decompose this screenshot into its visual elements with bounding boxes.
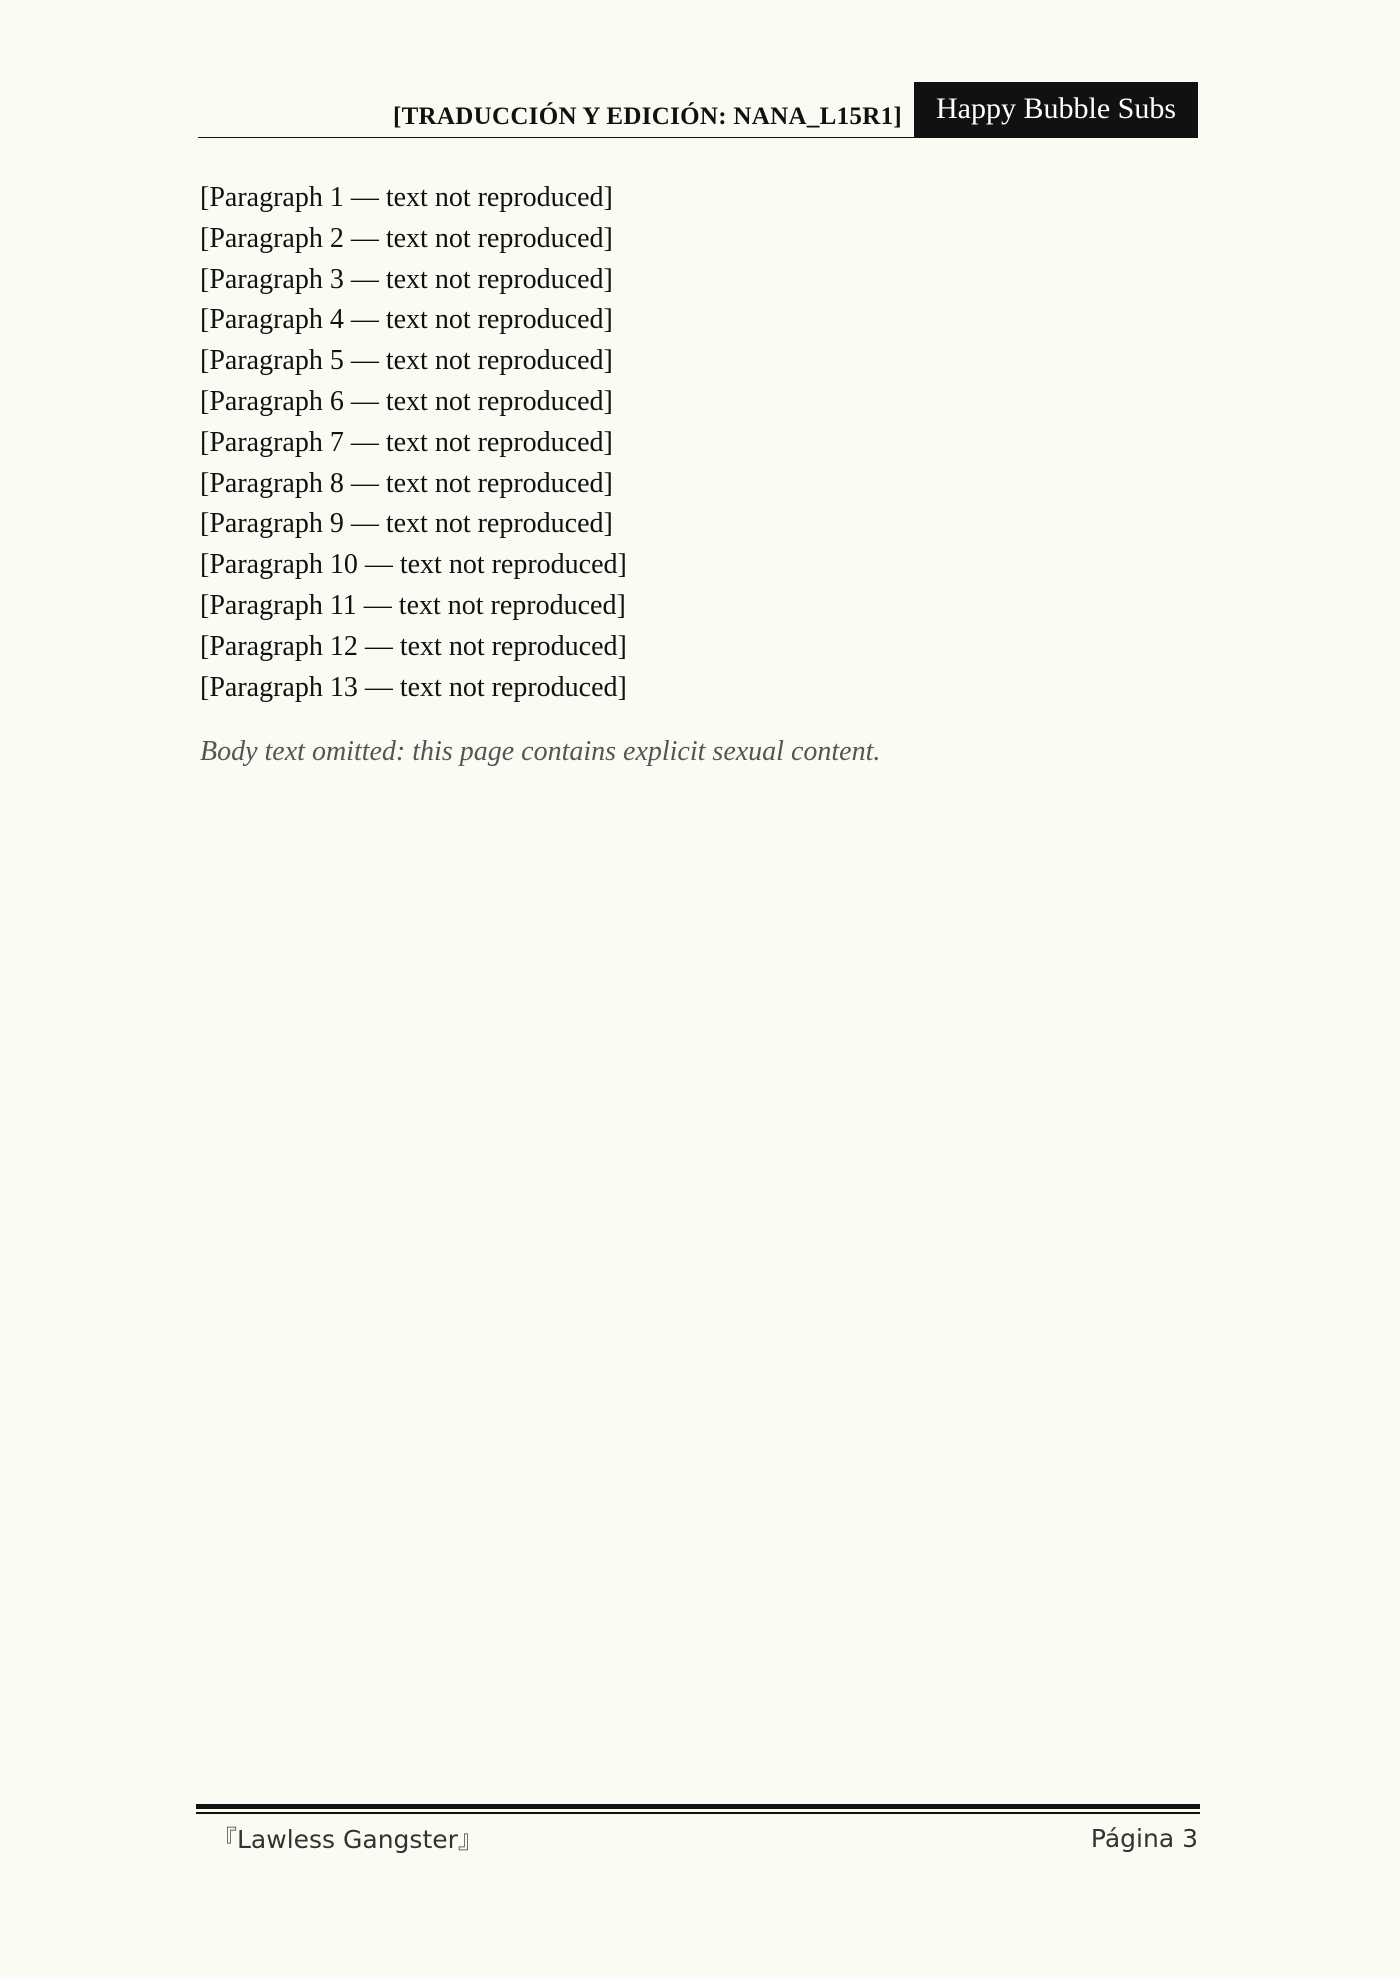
paragraph: [Paragraph 10 — text not reproduced] [200,549,627,581]
translation-credit: [TRADUCCIÓN Y EDICIÓN: NANA_L15R1] [392,103,902,130]
page-number: Página 3 [1090,1823,1198,1853]
omission-note: Body text omitted: this page contains explicit sexual content. [200,736,881,768]
paragraph: [Paragraph 6 — text not reproduced] [200,385,613,417]
paragraph: [Paragraph 1 — text not reproduced] [200,182,613,213]
paragraph: [Paragraph 13 — text not reproduced] [200,671,627,703]
page-header [198,82,1198,138]
paragraph: [Paragraph 8 — text not reproduced] [200,467,613,499]
group-badge: Happy Bubble Subs [914,82,1198,137]
paragraph: [Paragraph 4 — text not reproduced] [200,304,613,336]
paragraph: [Paragraph 9 — text not reproduced] [200,508,613,540]
page-footer [212,1818,1198,1858]
footer-rule [196,1812,1200,1814]
paragraph: [Paragraph 7 — text not reproduced] [200,426,613,458]
paragraph: [Paragraph 2 — text not reproduced] [200,222,613,254]
paragraph: [Paragraph 3 — text not reproduced] [200,263,613,295]
paragraph: [Paragraph 11 — text not reproduced] [200,589,626,621]
body-text [200,178,1198,773]
paragraph: [Paragraph 12 — text not reproduced] [200,630,627,662]
book-title: 『Lawless Gangster』 [212,1825,483,1854]
footer-rule [196,1804,1200,1809]
paragraph: [Paragraph 5 — text not reproduced] [200,345,613,377]
